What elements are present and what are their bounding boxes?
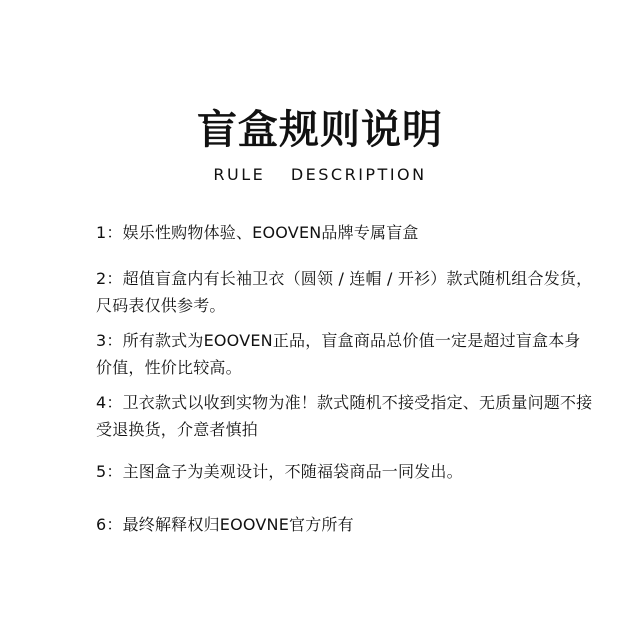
rule-item-4: 4：卫衣款式以收到实物为准！款式随机不接受指定、无质量问题不接受退换货，介意者慎拍 xyxy=(96,393,593,439)
rule-item-3: 3：所有款式为EOOVEN正品，盲盒商品总价值一定是超过盲盒本身价值，性价比较高。 xyxy=(96,331,581,377)
rule-item-1: 1：娱乐性购物体验、EOOVEN品牌专属盲盒 xyxy=(96,223,419,242)
page-subtitle: RULE DESCRIPTION xyxy=(213,165,427,184)
page-title: 盲盒规则说明 xyxy=(197,107,443,153)
rule-item-5: 5：主图盒子为美观设计，不随福袋商品一同发出。 xyxy=(96,462,463,481)
rule-item-2: 2：超值盲盒内有长袖卫衣（圆领 / 连帽 / 开衫）款式随机组合发货，尺码表仅供参考。 xyxy=(96,269,593,315)
rule-item-6: 6：最终解释权归EOOVNE官方所有 xyxy=(96,515,354,534)
